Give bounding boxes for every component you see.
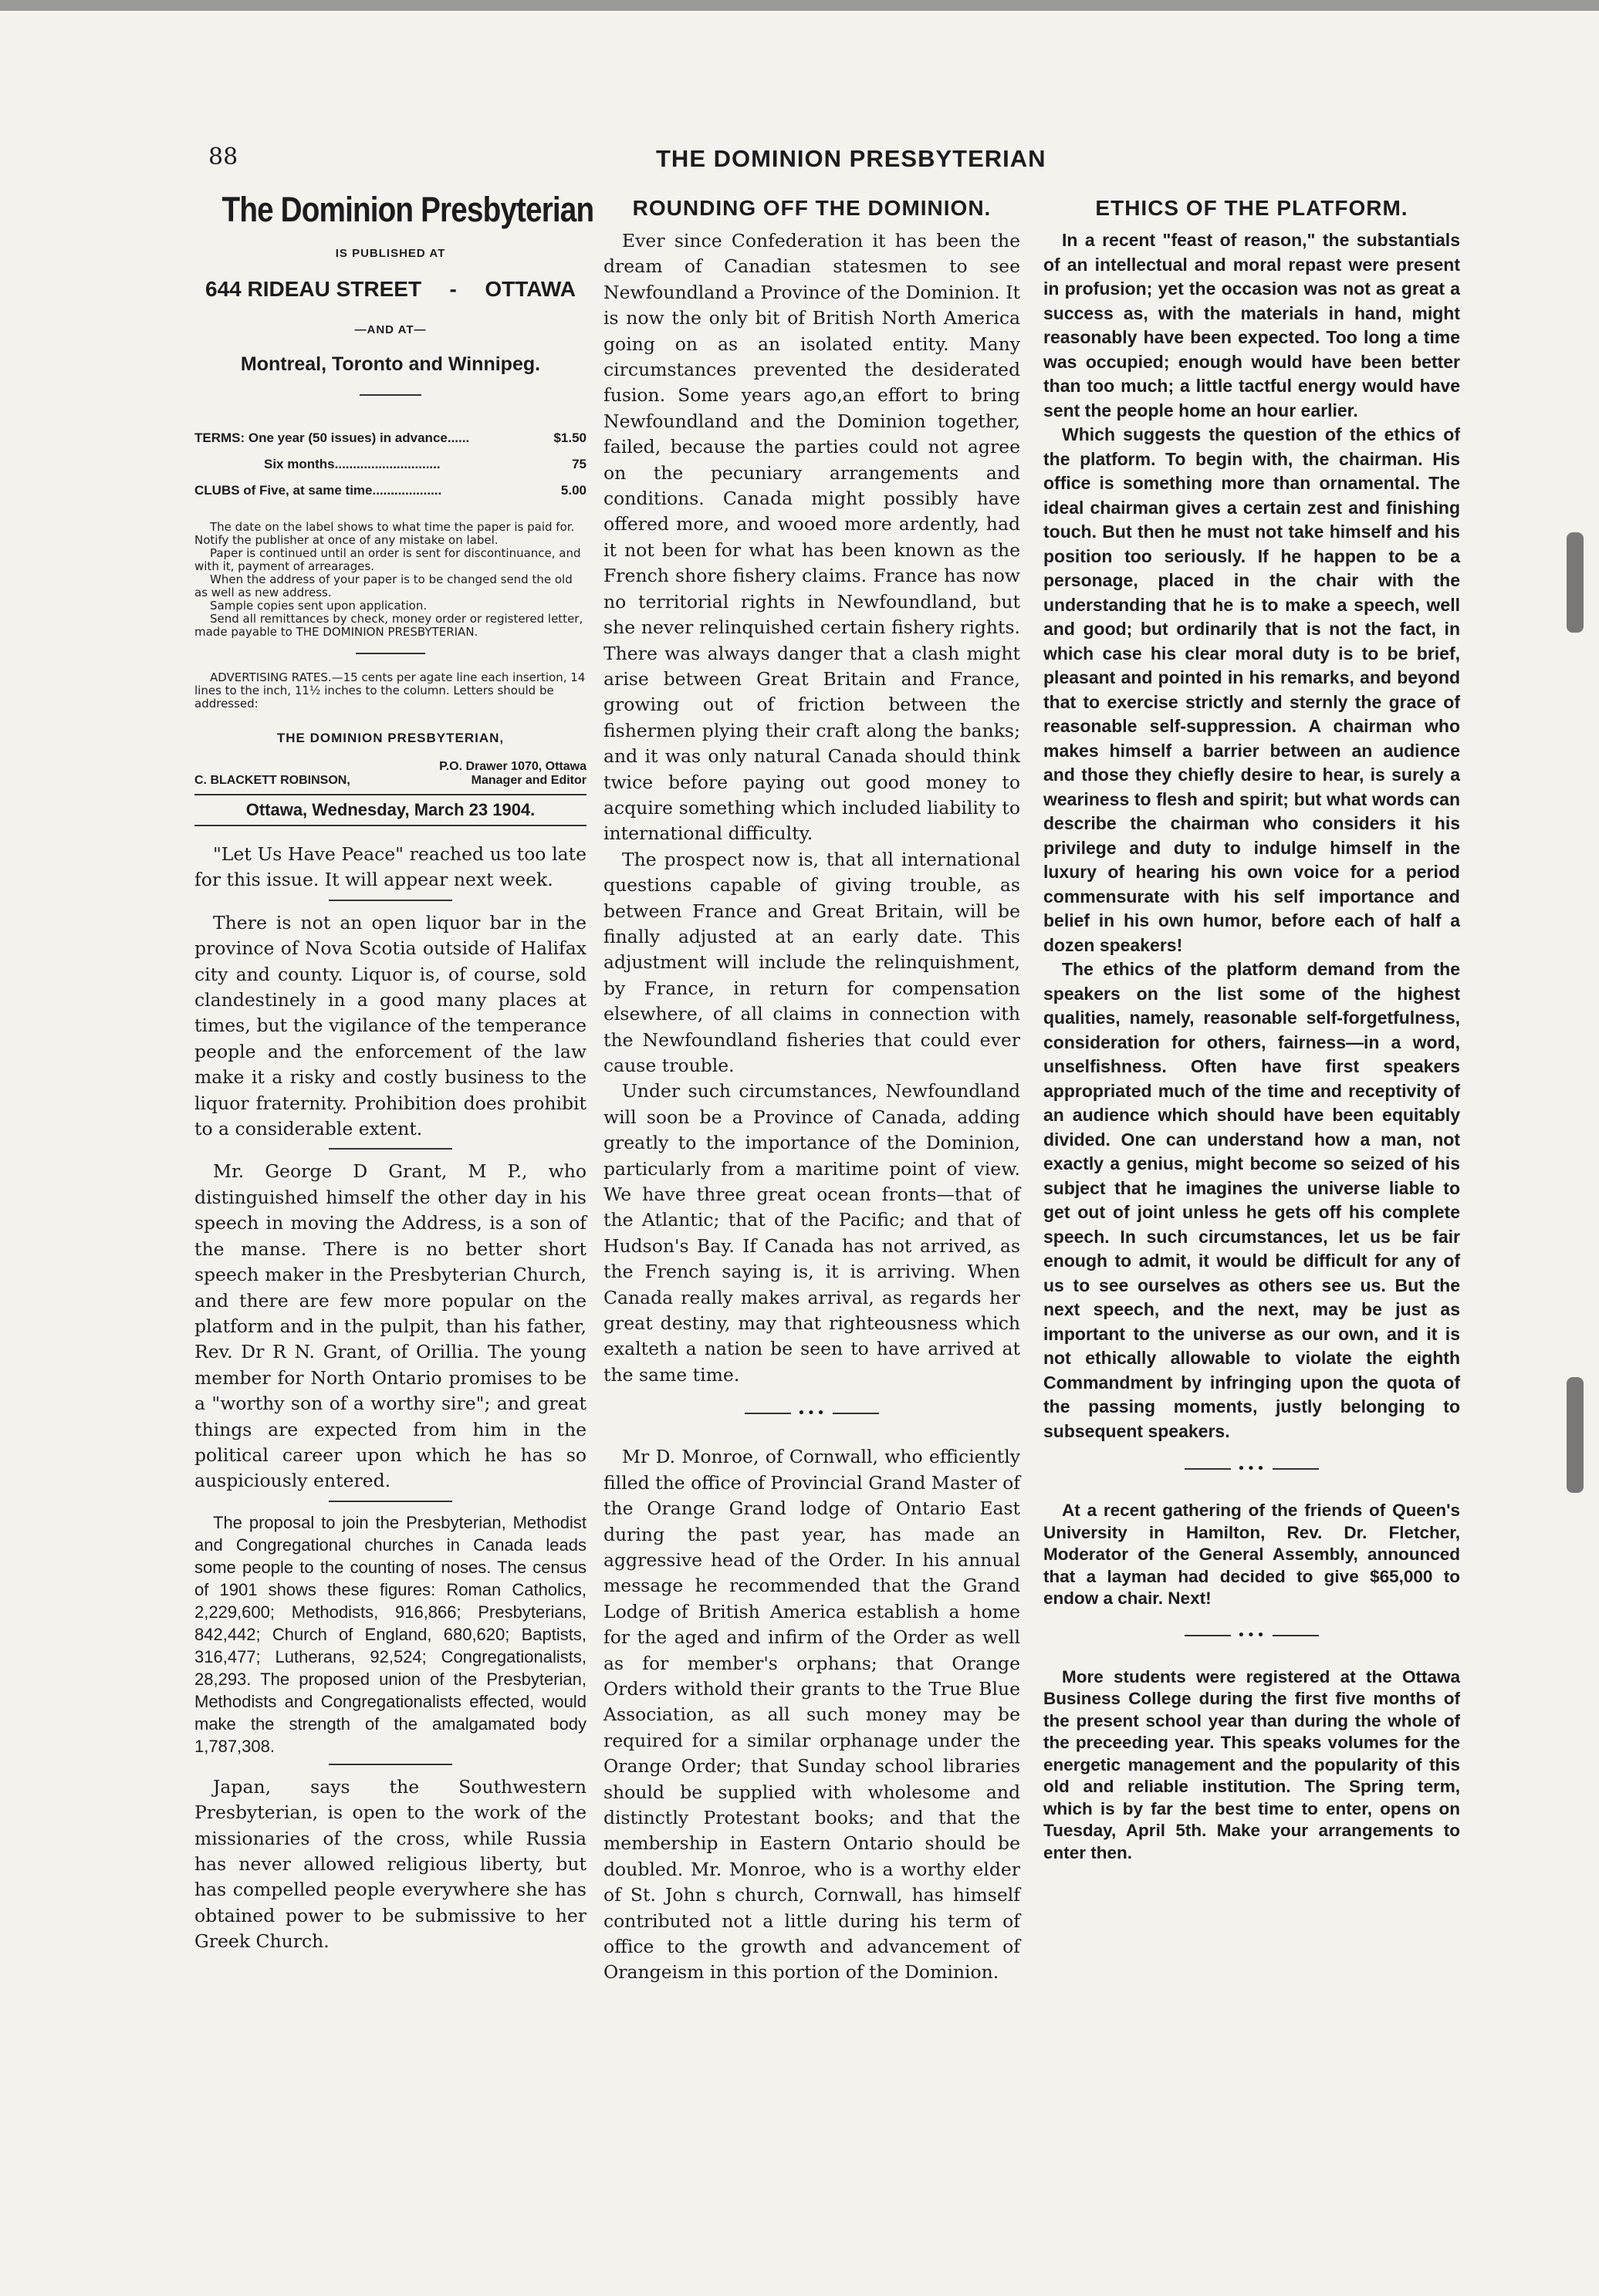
publisher-name: THE DOMINION PRESBYTERIAN, — [276, 731, 505, 745]
rule — [329, 1764, 452, 1765]
page-number: 88 — [208, 144, 238, 171]
article-paragraph: Which suggests the question of the ethics of the platform. To begin with, the chairman. His office is something more than ornamental. The ideal chairman gives a certain zest and finishing touch. But then he must not take himself and his position too seriously. If he happen to be a personage, placed in the chair with the understanding that he is to make a speech, well and good; but ordinarily that is not the fact, in which case his clear moral duty is to be brief, pleasant and pointed in his remarks, and beyond that to exercise strictly and sternly the grace of reasonable self-suppression. A chairman who makes himself a barrier between an audience and those they chiefly desire to hear, is surely a weariness to flesh and spirit; but what words can describe the chairman who considers it his privilege and duty to indulge himself in the luxury of hearing his own voice for a period commensurate with his self importance and belief in his own humor, before each of half a dozen speakers! — [1043, 424, 1460, 955]
rule — [329, 1501, 452, 1502]
notice: Send all remittances by check, money order or registered letter, made payable to THE DOMINION PRESBYTERIAN. — [194, 612, 583, 639]
column-ethics — [1043, 196, 1460, 1864]
editorial-paragraph: Japan, says the Southwestern Presbyterian, is open to the work of the missionaries of the cross, while Russia has never allowed religious liberty, but has compelled people everywhere she has obtained power to be submissive to her Greek Church. — [194, 1775, 587, 1953]
article-paragraph: At a recent gathering of the friends of Queen's University in Hamilton, Rev. Dr. Fletcher, Moderator of the General Assembly, announced that a layman had decided to give $65,000 to endow a chair. Next! — [1043, 1501, 1460, 1608]
binding-clip-mark — [1567, 1377, 1584, 1493]
article-paragraph: In a recent "feast of reason," the substantials of an intellectual and moral repast were present in profusion; yet the occasion was not as great a success as, with the materials in hand, might reasonably have been expected. Too long a time was occupied; enough would have been better than too much; a little tactful energy would have sent the people home an hour earlier. — [1043, 230, 1460, 420]
article-heading: ROUNDING OFF THE DOMINION. — [632, 196, 992, 220]
page-top-edge — [0, 0, 1599, 11]
column-rounding-off — [603, 196, 1020, 1986]
terms-value: 75 — [572, 457, 587, 471]
article-paragraph: The prospect now is, that all international questions capable of giving trouble, as between France and Great Britain, will be finally adjusted at an early date. This adjustment will include the relinquishment, by France, in return for compensation elsewhere, of all claims in connection with the Newfoundland fisheries that could ever cause trouble. — [603, 848, 1020, 1076]
po-box: P.O. Drawer 1070, Ottawa — [439, 760, 587, 773]
masthead-title: The Dominion Presbyterian — [221, 190, 594, 229]
article-paragraph: The ethics of the platform demand from the speakers on the list some of the highest qualities, namely, reasonable self-forgetfulness, consideration for others, fairness—in a word, unselfishness. Often have first speakers appropriated much of the time and receptivity of an audience which should have been equitably divided. One can understand how a man, not exactly a genius, might become so seized of his subject that he imagines the universe liable to get out of joint unless he gets off his complete speech. In such circumstances, let us be fair enough to admit, it would be difficult for any of us to see ourselves as others see us. But the next speech, and the next, may be just as important to the universe as our own, and it is not ethically allowable to violate the eighth Commandment by infringing upon the quota of the passing moments, justly belonging to subsequent speakers. — [1043, 959, 1460, 1441]
notice: The date on the label shows to what time the paper is paid for. Notify the publisher at once of any mistake on label. — [194, 520, 575, 547]
terms-label: Six months............................. — [264, 457, 441, 471]
rule — [329, 900, 452, 901]
notice: Paper is continued until an order is sent for discontinuance, and with it, payment of arrearages. — [194, 546, 581, 573]
running-head: THE DOMINION PRESBYTERIAN — [656, 145, 1046, 172]
city: OTTAWA — [485, 277, 576, 301]
terms-value: 5.00 — [560, 483, 587, 498]
rule — [360, 394, 421, 396]
dateline: Ottawa, Wednesday, March 23 1904. — [194, 794, 587, 826]
editor-title: Manager and Editor — [471, 774, 587, 787]
published-at-line: IS PUBLISHED AT — [335, 247, 446, 260]
terms-row — [194, 478, 587, 504]
terms-label: CLUBS of Five, at same time................... — [194, 483, 442, 498]
article-paragraph: Ever since Confederation it has been the dream of Canadian statesmen to see Newfoundland a Province of the Dominion. It is now the only bit of British North America going on as an isolated entity. Many circumstances prevented the desiderated fusion. Some years ago,an effort to bring Newfoundland and the Dominion together, failed, because the parties could not agree on the pecuniary arrangements and conditions. Canada might possibly have offered more, and wooed more ardently, had it not been for what has been known as the French shore fishery claims. France has now no territorial rights in Newfoundland, but she never relinquished certain fishery rights. There was always danger that a clash might arise between Great Britain and France, growing out of friction between the fishermen plying their craft along the banks; and it was only natural Canada should think twice before paying out good money to acquire something which included liability to international difficulty. — [603, 230, 1020, 845]
column-masthead — [194, 190, 594, 1955]
editorial-paragraph: There is not an open liquor bar in the province of Nova Scotia outside of Halifax city and county. Liquor is, of course, sold clandestinely in a good many places at times, but the vigilance of the temperance people and the enforcement of the law make it a risky and costly business to the liquor fraternity. Prohibition does prohibit to a considerable extent. — [194, 911, 587, 1140]
editor-line — [194, 774, 587, 788]
article-paragraph: More students were registered at the Ottawa Business College during the first five months of the present school year than during the whole of the preceeding year. This speaks volumes for the energetic management and the popularity of this old and reliable institution. The Spring term, which is by far the best time to enter, opens on Tuesday, April 5th. Make your arrangements to enter then. — [1043, 1666, 1460, 1862]
article-paragraph: Mr D. Monroe, of Cornwall, who efficiently filled the office of Provincial Grand Master of the Orange Grand lodge of Ontario East during the past year, has made an aggressive head of the Order. In his annual message he recommended that the Grand Lodge of British America establish a home for the aged and infirm of the Order as well as for member's orphans; that Orange Orders withold their grants to the True Blue Association, as all such money may be required for a similar orphanage under the Orange Order; that Sunday school libraries should be supplied with wholesome and distinctly Protestant books; and that the membership in Eastern Ontario should be doubled. Mr. Monroe, who is a worthy elder of St. John s church, Cornwall, has himself contributed not a little during his term of office to the growth and advancement of Orangeism in this portion of the Dominion. — [603, 1446, 1020, 1984]
rule — [329, 1148, 452, 1150]
rule — [356, 653, 425, 654]
and-at-line: —AND AT— — [354, 323, 427, 336]
editor-name: C. BLACKETT ROBINSON, — [194, 774, 350, 787]
ornament-divider: ••• — [1043, 1627, 1460, 1643]
editorial-paragraph: The proposal to join the Presbyterian, Methodist and Congregational churches in Canada leads some people to the counting of noses. The census of 1901 shows these figures: Roman Catholics, 2,229,600; Methodists, 916,866; Presbyterians, 842,442; Church of England, 680,620; Baptists, 316,477; Lutherans, 92,524; Congregationalists, 28,293. The proposed union of the Presbyterian, Methodists and Congregationalists effected, would make the strength of the amalgamated body 1,787,308. — [194, 1512, 587, 1756]
address-dash: - — [449, 277, 457, 301]
notice: When the address of your paper is to be changed send the old as well as new address. — [194, 572, 573, 599]
address-line — [205, 277, 576, 302]
terms-value: $1.50 — [553, 430, 587, 445]
article-heading: ETHICS OF THE PLATFORM. — [1095, 196, 1408, 220]
article-paragraph: Under such circumstances, Newfoundland will soon be a Province of Canada, adding greatly to the importance of the Dominion, particularly from a maritime point of view. We have three great ocean fronts—that of the Atlantic; that of the Pacific; and that of Hudson's Bay. If Canada has not arrived, as the French saying is, it is arriving. When Canada really makes arrival, as regards her great destiny, may that righteousness which exalteth a nation be seen to have arrived at the same time. — [603, 1080, 1020, 1386]
editorial-paragraph: Mr. George D Grant, M P., who distinguished himself the other day in his speech in moving the Address, is a son of the manse. There is no better short speech maker in the Presbyterian Church, and there are few more popular on the platform and in the pulpit, than his father, Rev. Dr R N. Grant, of Orillia. The young member for North Ontario promises to be a "worthy son of a worthy sire"; and great things are expected from him in the political career upon which he has so auspiciously entered. — [194, 1160, 587, 1492]
branch-cities: Montreal, Toronto and Winnipeg. — [240, 353, 541, 375]
terms-block — [194, 425, 587, 504]
street: 644 RIDEAU STREET — [205, 277, 422, 301]
ornament-divider: ••• — [603, 1405, 1020, 1421]
advertising-rates: ADVERTISING RATES.—15 cents per agate line each insertion, 14 lines to the inch, 11½ inches to the column. Letters should be addressed: — [194, 670, 586, 711]
binding-clip-mark — [1567, 532, 1584, 633]
editorial-paragraph: "Let Us Have Peace" reached us too late for this issue. It will appear next week. — [194, 843, 587, 891]
ornament-divider: ••• — [1043, 1460, 1460, 1477]
notice: Sample copies sent upon application. — [210, 599, 428, 613]
terms-row — [194, 451, 587, 478]
terms-row — [194, 425, 587, 451]
subscription-notices — [194, 521, 587, 639]
terms-label: TERMS: One year (50 issues) in advance...... — [194, 430, 470, 445]
